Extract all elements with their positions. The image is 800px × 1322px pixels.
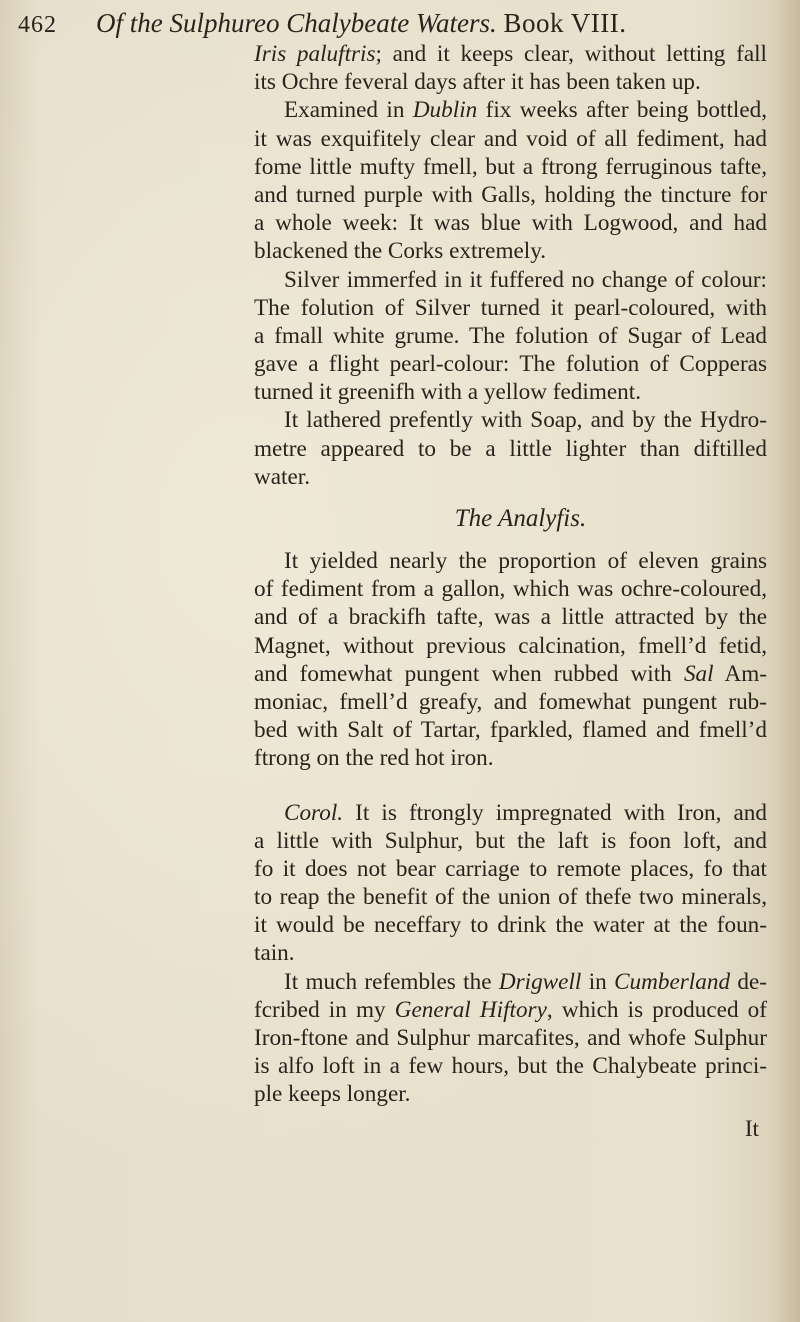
running-head xyxy=(96,8,626,39)
text-line: and turned purple with Galls, holding the tincture for xyxy=(254,181,767,208)
text-line: of fediment from a gallon, which was ochre-coloured, xyxy=(254,576,767,603)
text-line: fcribed in my General Hiftory, which is produced of xyxy=(254,996,767,1023)
text-line: blackened the Corks extremely. xyxy=(254,238,547,265)
text-line: Silver immerfed in it fuffered no change of colour: xyxy=(284,266,767,293)
text-line: bed with Salt of Tartar, fparkled, flamed and fmell’d xyxy=(254,717,767,744)
text-line: and fomewhat pungent when rubbed with Sal Am- xyxy=(254,660,767,687)
text-line: a little with Sulphur, but the laft is foon loft, and xyxy=(254,827,767,854)
paragraph-gap xyxy=(254,773,767,799)
text-line: It much refembles the Drigwell in Cumberland de- xyxy=(284,968,767,995)
text-line: turned it greenifh with a yellow fediment. xyxy=(254,379,641,406)
text-line: It lathered prefently with Soap, and by the Hydro- xyxy=(284,407,767,434)
page-number: 462 xyxy=(18,12,57,38)
text-line: fome little mufty fmell, but a ftrong ferruginous tafte, xyxy=(254,153,767,180)
text-line: gave a flight pearl-colour: The folution of Copperas xyxy=(254,351,767,378)
text-line: it was exquifitely clear and void of all fediment, had xyxy=(254,125,767,152)
text-line: is alfo loft in a few hours, but the Chalybeate princi- xyxy=(254,1053,767,1080)
text-line: water. xyxy=(254,463,311,490)
section-heading: The Analyfis. xyxy=(454,505,587,532)
running-head-title: Of the Sulphureo Chalybeate Waters. xyxy=(96,8,497,38)
text-line: It yielded nearly the proportion of eleven grains xyxy=(284,548,767,574)
catchword: It xyxy=(744,1115,759,1142)
text-line: metre appeared to be a little lighter than diftilled xyxy=(254,435,767,462)
text-line: Iris paluftris; and it keeps clear, without letting fall xyxy=(254,41,768,67)
page-header xyxy=(18,4,798,38)
text-line: Examined in Dublin fix weeks after being bottled, xyxy=(284,97,768,124)
text-line: to reap the benefit of the union of thefe two minerals, xyxy=(254,884,767,911)
text-line: The folution of Silver turned it pearl-coloured, with xyxy=(254,294,767,321)
body-text xyxy=(254,40,767,1141)
text-line: its Ochre feveral days after it has been taken up. xyxy=(254,69,701,96)
text-line: ple keeps longer. xyxy=(254,1081,411,1108)
text-line: tain. xyxy=(254,940,295,967)
text-line: a fmall white grume. The folution of Sugar of Lead xyxy=(254,322,767,349)
running-head-book: Book VIII. xyxy=(503,8,627,38)
text-line: ftrong on the red hot iron. xyxy=(254,745,494,772)
text-line: Corol. It is ftrongly impregnated with Iron, and xyxy=(284,799,767,826)
text-line: fo it does not bear carriage to remote places, fo that xyxy=(254,855,767,882)
text-line: moniac, fmell’d greafy, and fomewhat pungent rub- xyxy=(254,688,767,715)
text-line: Magnet, without previous calcination, fmell’d fetid, xyxy=(254,632,767,659)
page-edge-shadow xyxy=(772,0,800,1322)
text-line: a whole week: It was blue with Logwood, and had xyxy=(254,210,767,237)
text-line: Iron-ftone and Sulphur marcafites, and whofe Sulphur xyxy=(254,1025,767,1051)
text-line: it would be neceffary to drink the water at the foun- xyxy=(254,912,767,939)
text-line: and of a brackifh tafte, was a little attracted by the xyxy=(254,604,767,631)
